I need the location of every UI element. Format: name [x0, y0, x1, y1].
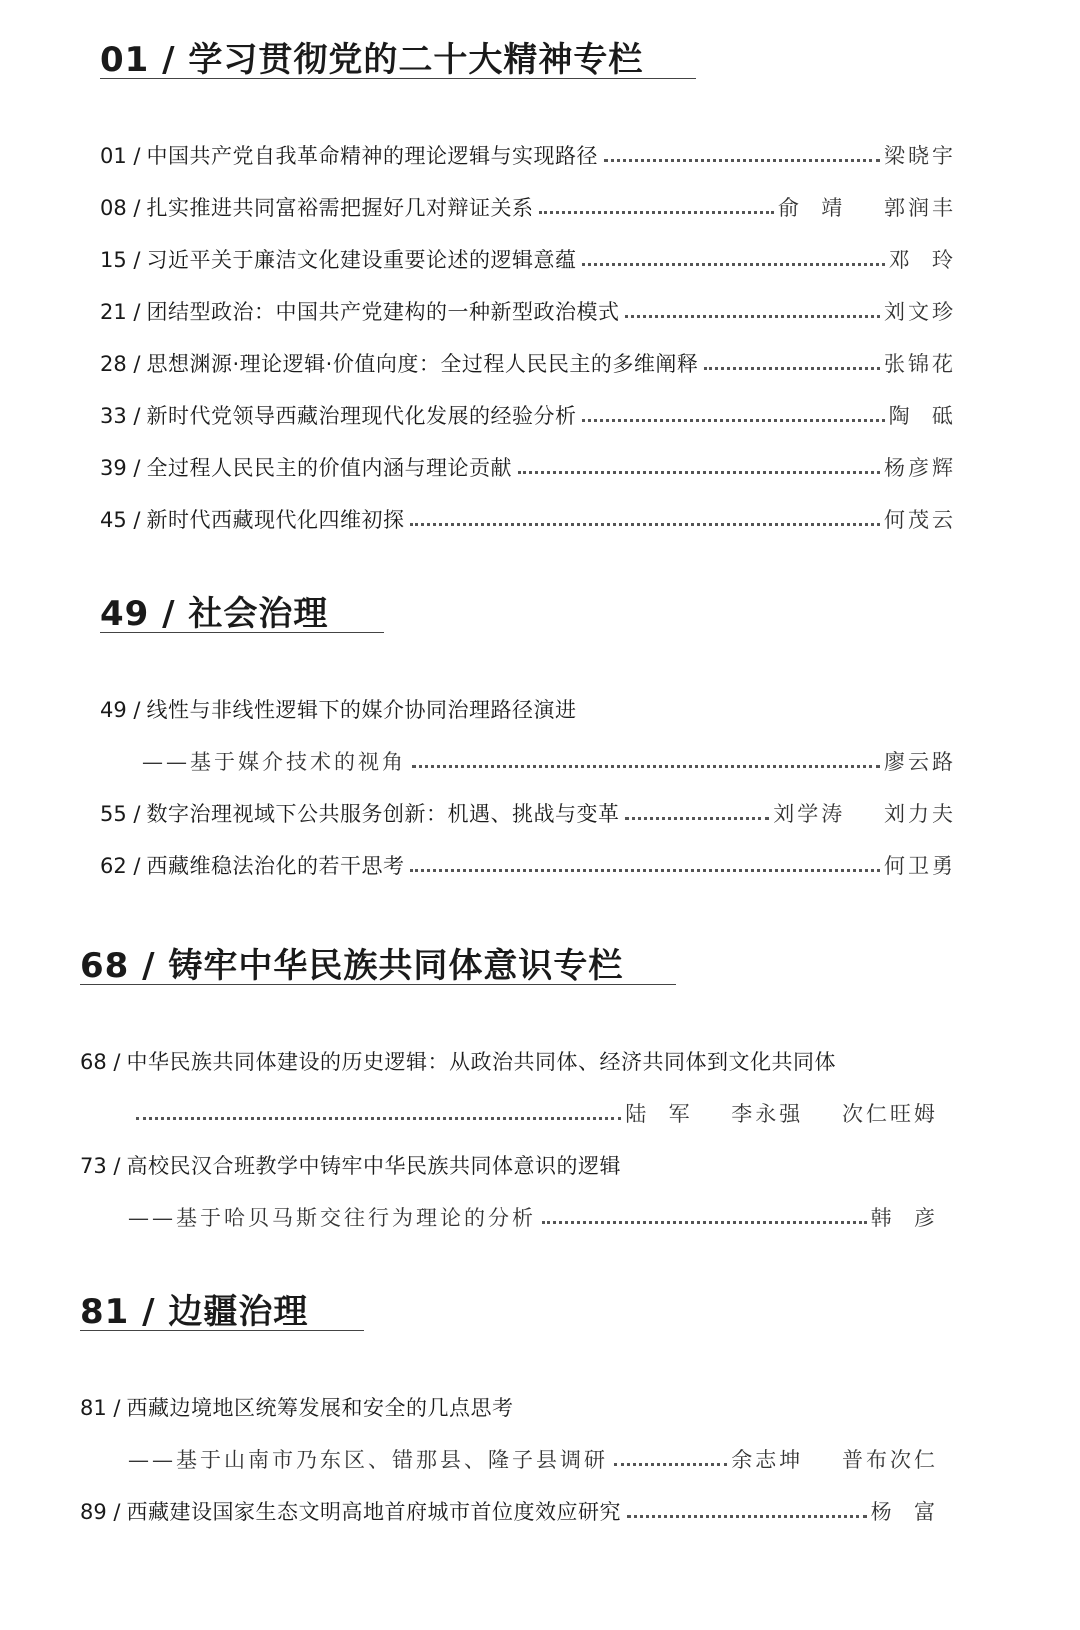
toc-entry[interactable]	[100, 796, 956, 828]
entry-author: 邓 玲	[888, 248, 956, 272]
entry-author: 何茂云	[884, 508, 956, 532]
dot-leader	[518, 471, 880, 474]
entry-page: 73 /	[80, 1154, 121, 1178]
toc-entry[interactable]	[80, 1494, 938, 1526]
dot-leader	[604, 159, 880, 162]
section-heading: 49 / 社会治理	[100, 594, 329, 634]
entry-subtitle: ——基于哈贝马斯交往行为理论的分析	[128, 1206, 536, 1230]
entry-subtitle: ——基于山南市乃东区、错那县、隆子县调研	[128, 1448, 608, 1472]
toc-entry-subtitle[interactable]	[142, 744, 956, 776]
toc-entry[interactable]	[100, 692, 956, 724]
entry-title: 数字治理视域下公共服务创新：机遇、挑战与变革	[146, 802, 620, 826]
toc-entry[interactable]	[100, 138, 956, 170]
entry-title: 西藏边境地区统筹发展和安全的几点思考	[126, 1396, 514, 1420]
entry-title: 线性与非线性逻辑下的媒介协同治理路径演进	[146, 698, 577, 722]
entry-author: 俞 靖 郭润丰	[777, 196, 956, 220]
toc-entry[interactable]	[100, 398, 956, 430]
entry-author: 刘文珍	[884, 300, 956, 324]
entry-author: 余志坤 普布次仁	[731, 1448, 938, 1472]
entry-title: 中华民族共同体建设的历史逻辑：从政治共同体、经济共同体到文化共同体	[126, 1050, 836, 1074]
entry-title: 习近平关于廉洁文化建设重要论述的逻辑意蕴	[146, 248, 577, 272]
entry-page: 55 /	[100, 802, 141, 826]
entry-page: 89 /	[80, 1500, 121, 1524]
entry-author: 何卫勇	[884, 854, 956, 878]
toc-entry[interactable]	[80, 1390, 956, 1422]
entry-author: 刘学涛 刘力夫	[773, 802, 956, 826]
entry-subtitle: ——基于媒介技术的视角	[142, 750, 406, 774]
toc-entry[interactable]	[80, 1044, 956, 1076]
dot-leader	[625, 817, 769, 820]
entry-page: 15 /	[100, 248, 141, 272]
entry-title: 团结型政治：中国共产党建构的一种新型政治模式	[146, 300, 620, 324]
toc-entry-subtitle[interactable]	[128, 1442, 938, 1474]
entry-page: 28 /	[100, 352, 141, 376]
entry-author: 廖云路	[884, 750, 956, 774]
entry-author: 杨 富	[870, 1500, 938, 1524]
toc-entry[interactable]	[80, 1148, 956, 1180]
toc-entry-subtitle[interactable]	[128, 1200, 938, 1232]
heading-underline	[100, 78, 696, 79]
dot-leader	[410, 869, 880, 872]
entry-title: 新时代西藏现代化四维初探	[146, 508, 405, 532]
entry-author: 陆 军 李永强 次仁旺姆	[625, 1102, 938, 1126]
heading-underline	[100, 632, 384, 633]
entry-page: 21 /	[100, 300, 141, 324]
dot-leader	[625, 315, 880, 318]
dot-leader	[582, 263, 884, 266]
entry-title: 全过程人民民主的价值内涵与理论贡献	[146, 456, 512, 480]
entry-page: 33 /	[100, 404, 141, 428]
entry-page: 01 /	[100, 144, 141, 168]
entry-title: 高校民汉合班教学中铸牢中华民族共同体意识的逻辑	[126, 1154, 621, 1178]
toc-entry[interactable]	[100, 346, 956, 378]
entry-title: 扎实推进共同富裕需把握好几对辩证关系	[146, 196, 534, 220]
entry-author: 韩 彦	[870, 1206, 938, 1230]
dot-leader	[542, 1221, 867, 1224]
entry-author: 杨彦辉	[884, 456, 956, 480]
toc-entry[interactable]	[100, 190, 956, 222]
dot-leader	[627, 1515, 867, 1518]
entry-title: 中国共产党自我革命精神的理论逻辑与实现路径	[146, 144, 598, 168]
entry-title: 西藏建设国家生态文明高地首府城市首位度效应研究	[126, 1500, 621, 1524]
dot-leader	[614, 1463, 727, 1466]
entry-page: 62 /	[100, 854, 141, 878]
dot-leader	[410, 523, 880, 526]
dot-leader	[704, 367, 880, 370]
entry-page: 08 /	[100, 196, 141, 220]
entry-title: 西藏维稳法治化的若干思考	[146, 854, 405, 878]
section-heading: 68 / 铸牢中华民族共同体意识专栏	[80, 946, 624, 986]
heading-underline	[80, 1330, 364, 1331]
entry-page: 81 /	[80, 1396, 121, 1420]
heading-underline	[80, 984, 676, 985]
entry-page: 49 /	[100, 698, 141, 722]
entry-page: 45 /	[100, 508, 141, 532]
entry-title: 新时代党领导西藏治理现代化发展的经验分析	[146, 404, 577, 428]
dot-leader	[412, 765, 880, 768]
entry-author: 陶 砥	[888, 404, 956, 428]
entry-page: 39 /	[100, 456, 141, 480]
section-heading: 81 / 边疆治理	[80, 1292, 309, 1332]
section-heading: 01 / 学习贯彻党的二十大精神专栏	[100, 40, 644, 80]
toc-entry[interactable]	[100, 450, 956, 482]
dot-leader	[136, 1117, 621, 1120]
entry-author: 张锦花	[884, 352, 956, 376]
dot-leader	[582, 419, 884, 422]
dot-leader	[539, 211, 773, 214]
toc-entry-continuation[interactable]	[130, 1096, 938, 1128]
toc-entry[interactable]	[100, 242, 956, 274]
entry-page: 68 /	[80, 1050, 121, 1074]
entry-author: 梁晓宇	[884, 144, 956, 168]
toc-entry[interactable]	[100, 294, 956, 326]
toc-entry[interactable]	[100, 502, 956, 534]
entry-title: 思想渊源·理论逻辑·价值向度：全过程人民民主的多维阐释	[146, 352, 699, 376]
toc-entry[interactable]	[100, 848, 956, 880]
